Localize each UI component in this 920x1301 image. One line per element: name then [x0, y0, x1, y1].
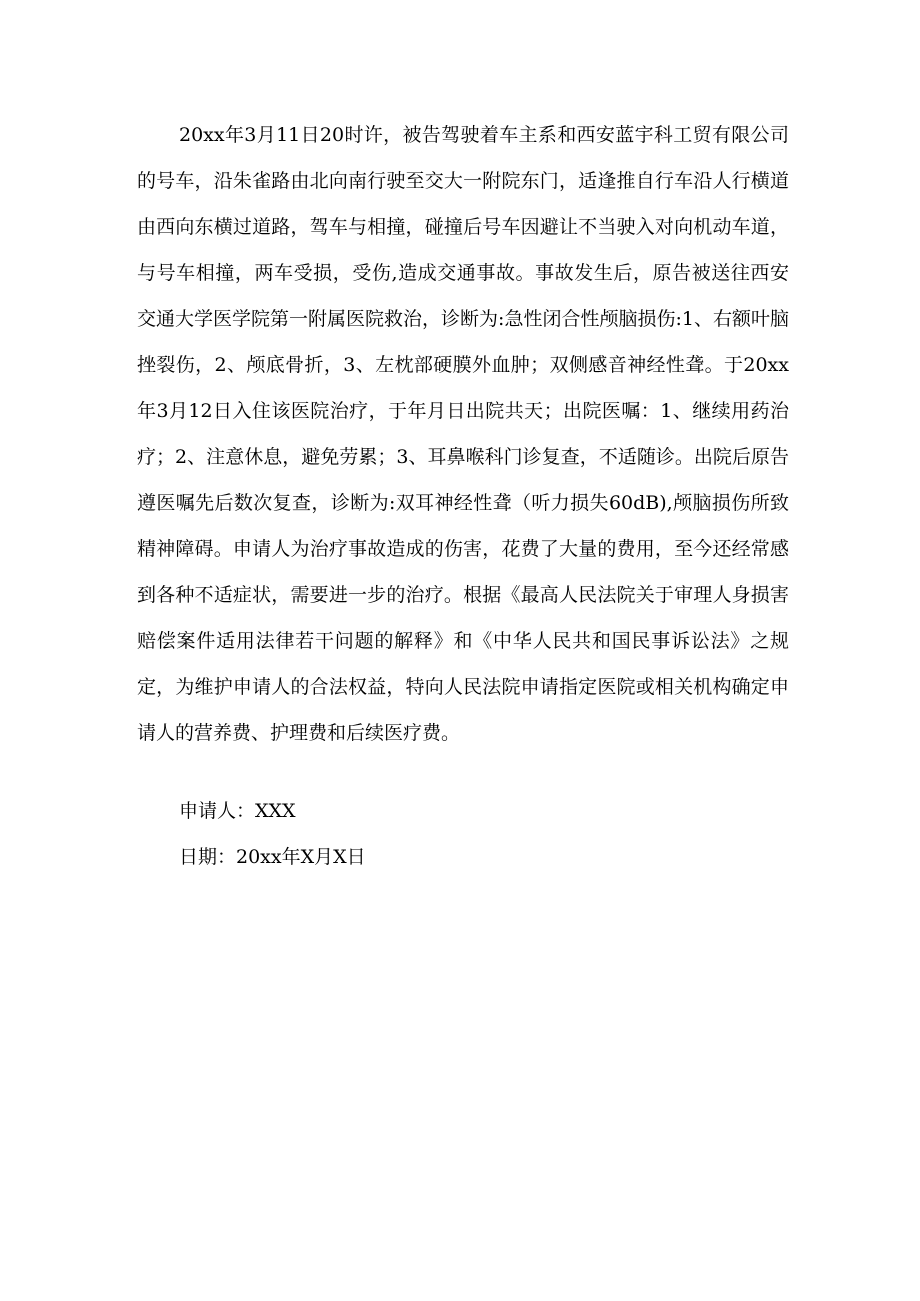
- date-line: 日期：20xx年X月X日: [179, 846, 366, 868]
- applicant-line: 申请人：XXX: [179, 800, 296, 822]
- body-paragraph: 20xx年3月11日20时许，被告驾驶着车主系和西安蓝宇科工贸有限公司的号车，沿朱雀路由北向南行驶至交大一附院东门，适逢推自行车沿人行横道由西向东横过道路，驾车与相撞，碰撞后号车因避让不当驶入对向机动车道，与号车相撞，两车受损，受伤,造成交通事故。事故发生后，原告被送往西安交通大学医学院第一附属医院救治，诊断为:急性闭合性颅脑损伤:1、右额叶脑挫裂伤，2、颅底骨折，3、左枕部硬膜外血肿；双侧感音神经性聋。于20xx年3月12日入住该医院治疗，于年月日出院共天；出院医嘱：1、继续用药治疗；2、注意休息，避免劳累；3、耳鼻喉科门诊复查，不适随诊。出院后原告遵医嘱先后数次复查，诊断为:双耳神经性聋（听力损失60dB),颅脑损伤所致精神障碍。申请人为治疗事故造成的伤害，花费了大量的费用，至今还经常感到各种不适症状，需要进一步的治疗。根据《最高人民法院关于审理人身损害赔偿案件适用法律若干问题的解释》和《中华人民共和国民事诉讼法》之规定，为维护申请人的合法权益，特向人民法院申请指定医院或相关机构确定申请人的营养费、护理费和后续医疗费。: [137, 124, 789, 744]
